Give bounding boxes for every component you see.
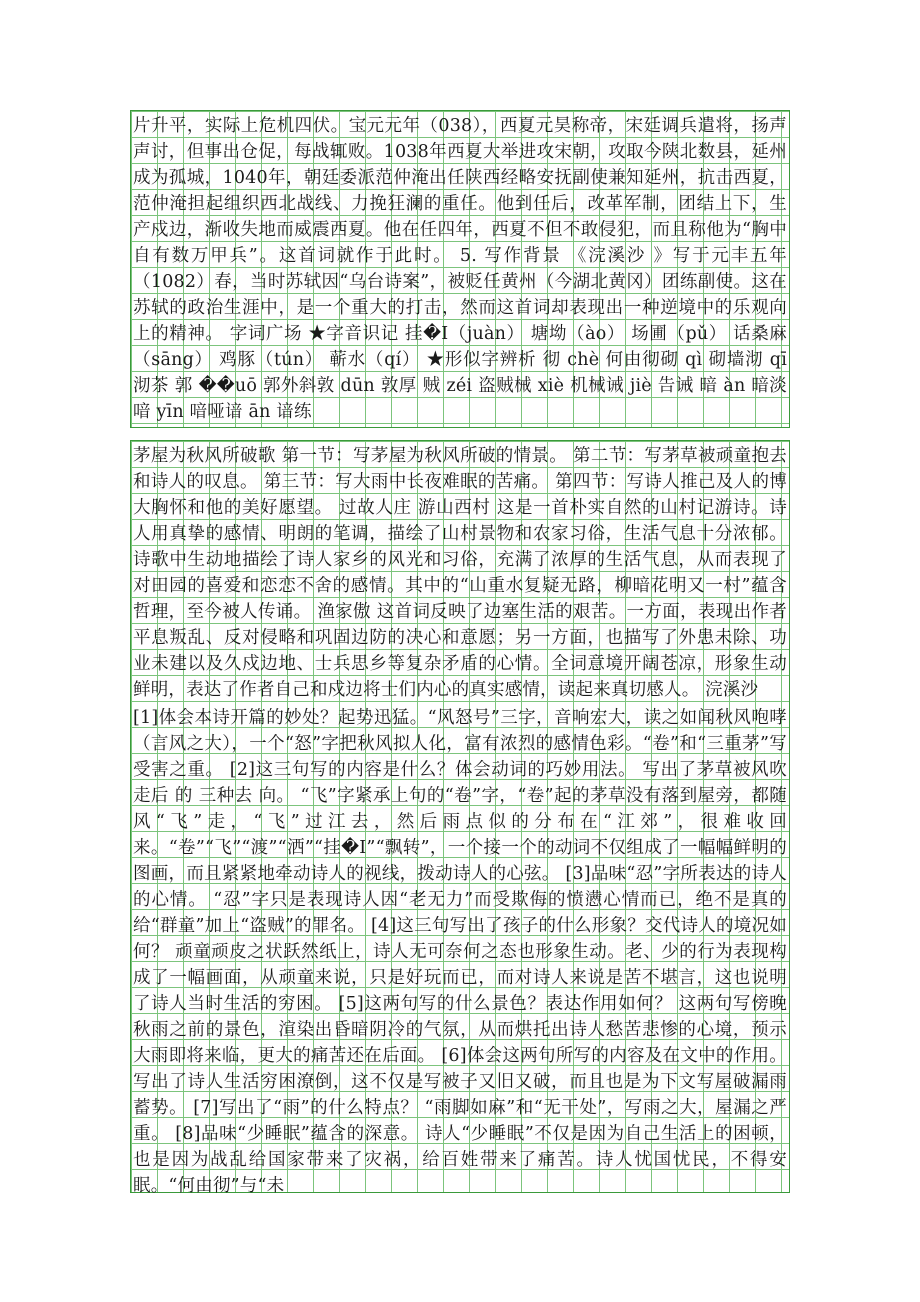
text-grid-bottom xyxy=(130,440,790,1196)
paragraph: 茅屋为秋风所破歌 第一节：写茅屋为秋风所破的情景。 第二节：写茅草被顽童抱去和诗人的叹息。 第三节：写大雨中长夜难眠的苦痛。 第四节：写诗人推己及人的博大胸怀和他的美好愿望。 过故人庄 游山西村 这是一首朴实自然的山村记游诗。诗人用真挚的感情、明朗的笔调，描绘了山村景物和农家习俗，生活气息十分浓郁。诗歌中生动地描绘了诗人家乡的风光和习俗，充满了浓厚的生活气息，从而表现了对田园的喜爱和恋恋不舍的感情。其中的“山重水复疑无路，柳暗花明又一村”蕴含哲理，至今被人传诵。 渔家傲 这首词反映了边塞生活的艰苦。一方面，表现出作者平息叛乱、反对侵略和巩固边防的决心和意愿；另一方面，也描写了外患未除、功业未建以及久戍边地、士兵思乡等复杂矛盾的心情。全词意境开阔苍凉，形象生动鲜明，表达了作者自己和戍边将士们内心的真实感情，读起来真切感人。 浣溪沙 xyxy=(133,446,787,700)
paragraph: 片升平，实际上危机四伏。宝元元年（038），西夏元昊称帝，宋廷调兵遣将，扬声声讨，但事出仓促，每战辄败。1038年西夏大举进攻宋朝，攻取今陕北数县，延州成为孤城，1040年，朝廷委派范仲淹出任陕西经略安抚副使兼知延州，抗击西夏，范仲淹担起组织西北战线、力挽狂澜的重任。他到任后，改革军制，团结上下，生产戍边，渐收失地而威震西夏。他在任四年，西夏不但不敢侵犯，而且称他为“胸中自有数万甲兵”。这首词就作于此时。 5. 写作背景 《浣溪沙 》写于元丰五年（1082）春，当时苏轼因“乌台诗案”，被贬任黄州（今湖北黄冈）团练副使。这在苏轼的政治生涯中，是一个重大的打击，然而这首词却表现出一种逆境中的乐观向上的精神。 字词广场 ★字音识记 挂�I（juàn） 塘坳（ào） 场圃（pǔ） 话桑麻（sāng） 鸡豚（tún） 蕲水（qí） ★形似字辨析 彻 chè 何由彻砌 qì 砌墙沏 qī 沏茶 郭 ��uō 郭外斜敦 dūn 敦厚 贼 zéi 盗贼械 xiè 机械诫 jiè 告诫 暗 àn 暗淡喑 yīn 喑哑谙 ān 谙练 xyxy=(133,116,787,422)
paragraph: [1]体会本诗开篇的妙处？起势迅猛。“风怒号”三字，音响宏大，读之如闻秋风咆哮（言风之大），一个“怒”字把秋风拟人化，富有浓烈的感情色彩。“卷”和“三重茅”写受害之重。 [2]这三句写的内容是什么？体会动词的巧妙用法。 写出了茅草被风吹走后 的 三种去 向。 “飞”字紧承上句的“卷”字，“卷”起的茅草没有落到屋旁，都随风“飞”走，“飞”过江去，然后雨点似的分布在“江郊”，很难收回来。“卷”“飞”“渡”“洒”“挂�I”“飘转”，一个接一个的动词不仅组成了一幅幅鲜明的图画，而且紧紧地牵动诗人的视线，拨动诗人的心弦。 [3]品味“忍”字所表达的诗人的心情。 “忍”字只是表现诗人因“老无力”而受欺侮的愤懑心情而已，绝不是真的给“群童”加上“盗贼”的罪名。 [4]这三句写出了孩子的什么形象？交代诗人的境况如何？ 顽童顽皮之状跃然纸上，诗人无可奈何之态也形象生动。老、少的行为表现构成了一幅画面，从顽童来说，只是好玩而已，而对诗人来说是苦不堪言，这也说明了诗人当时生活的穷困。 [5]这两句写的什么景色？表达作用如何？ 这两句写傍晚秋雨之前的景色，渲染出昏暗阴冷的气氛，从而烘托出诗人愁苦悲惨的心境，预示大雨即将来临，更大的痛苦还在后面。 [6]体会这两句所写的内容及在文中的作用。 写出了诗人生活穷困潦倒，这不仅是写被子又旧又破，而且也是为下文写屋破漏雨蓄势。 [7]写出了“雨”的什么特点？ “雨脚如麻”和“无干处”，写雨之大，屋漏之严重。 [8]品味“少睡眠”蕴含的深意。 诗人“少睡眠”不仅是因为自己生活上的困顿，也是因为战乱给国家带来了灾祸，给百姓带来了痛苦。诗人忧国忧民，不得安眠。“何由彻”与“未 xyxy=(133,708,787,1196)
text-grid-top xyxy=(130,110,790,428)
